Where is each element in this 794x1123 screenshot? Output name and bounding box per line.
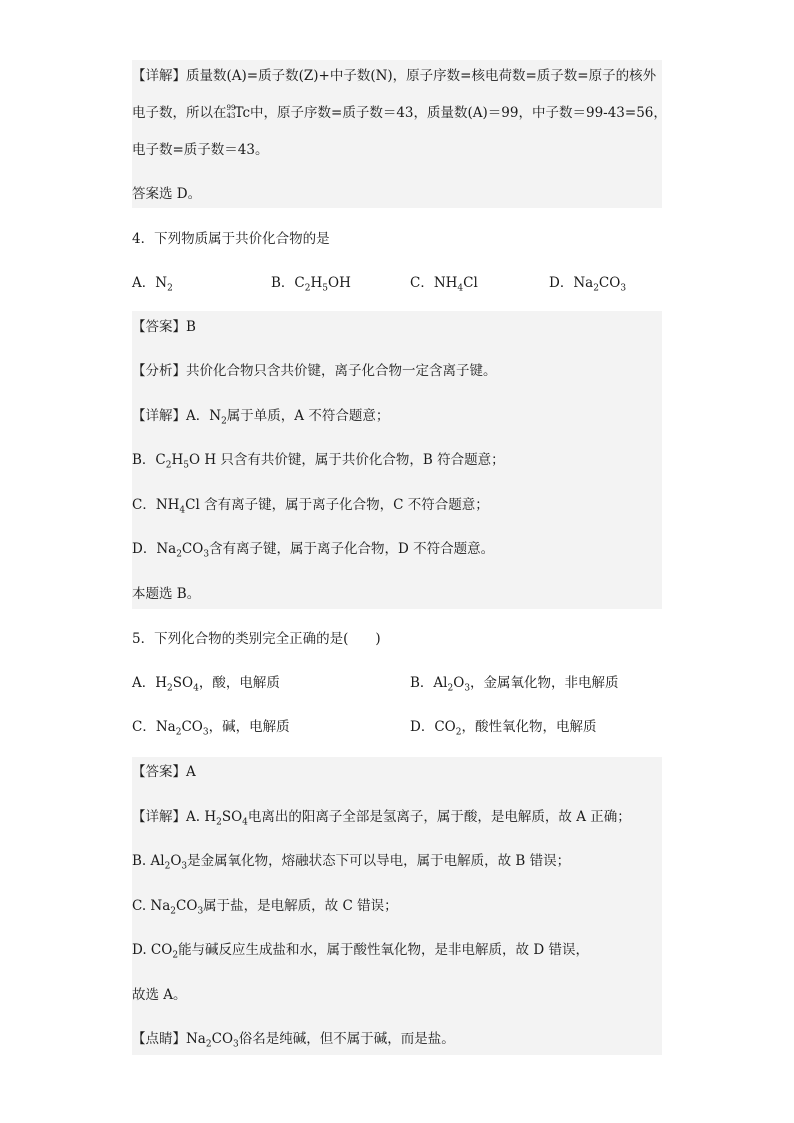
q4-detail-a: 【详解】A．$N_2$属于单质，A 不符合题意； (132, 408, 390, 427)
q4-conclusion: 本题选 B。 (132, 586, 201, 602)
q4-option-c: C．$NH_4Cl$ (410, 275, 478, 294)
q4-detail-c: C．$NH_4Cl$ 含有离子键，属于离子化合物，C 不符合题意； (132, 497, 489, 516)
q5-option-b: B．$Al_2O_3$，金属氧化物，非电解质 (410, 675, 619, 694)
q5-option-a: A．$H_2SO_4$，酸，电解质 (132, 675, 280, 694)
q4-question: 4．下列物质属于共价化合物的是 (132, 231, 330, 247)
q5-detail-a: 【详解】A. $H_2SO_4$电离出的阳离子全部是氢离子，属于酸，是电解质，故 A 正确； (132, 809, 631, 828)
q4-analysis: 【分析】共价化合物只含共价键，离子化合物一定含离子键。 (132, 363, 497, 379)
q3-conclusion: 答案选 D。 (132, 186, 202, 202)
q3-detail-line3: 电子数=质子数＝43。 (132, 142, 269, 158)
q5-detail-d: D. $CO_2$能与碱反应生成盐和水，属于酸性氧化物，是非电解质，故 D 错误， (132, 942, 589, 961)
q5-option-d: D．$CO_2$，酸性氧化物，电解质 (410, 719, 597, 738)
q5-detail-c: C. $Na_2CO_3$属于盐，是电解质，故 C 错误； (132, 898, 398, 917)
q5-question: 5．下列化合物的类别完全正确的是( ) (132, 631, 381, 647)
q5-conclusion: 故选 A。 (132, 987, 187, 1003)
q5-option-c: C．$Na_2CO_3$，碱，电解质 (132, 719, 290, 738)
q3-detail-line1: 【详解】质量数(A)=质子数(Z)+中子数(N)，原子序数=核电荷数=质子数=原子的核外 (132, 68, 657, 84)
q4-option-b: B．$C_2H_5OH$ (271, 275, 351, 294)
q5-answer: 【答案】A (132, 764, 196, 780)
q4-detail-d: D．$Na_2CO_3$含有离子键，属于离子化合物，D 不符合题意。 (132, 541, 495, 560)
q4-option-d: D．$Na_2CO_3$ (549, 275, 627, 294)
nuclide-notation: 99 43 (226, 104, 236, 120)
q4-option-a: A．$N_2$ (132, 275, 173, 294)
q4-answer: 【答案】B (132, 319, 196, 335)
q4-detail-b: B．$C_2H_5O$ H 只含有共价键，属于共价化合物，B 符合题意； (132, 452, 505, 471)
q3-detail-line2: 电子数，所以在 99 43 Tc中，原子序数=质子数＝43，质量数(A)＝99，中子数＝99-43=56， (132, 104, 667, 121)
q5-detail-b: B. $Al_2O_3$是金属氧化物，熔融状态下可以导电，属于电解质，故 B 错误； (132, 853, 571, 872)
q5-comment: 【点睛】$Na_2CO_3$俗名是纯碱，但不属于碱，而是盐。 (132, 1031, 455, 1050)
